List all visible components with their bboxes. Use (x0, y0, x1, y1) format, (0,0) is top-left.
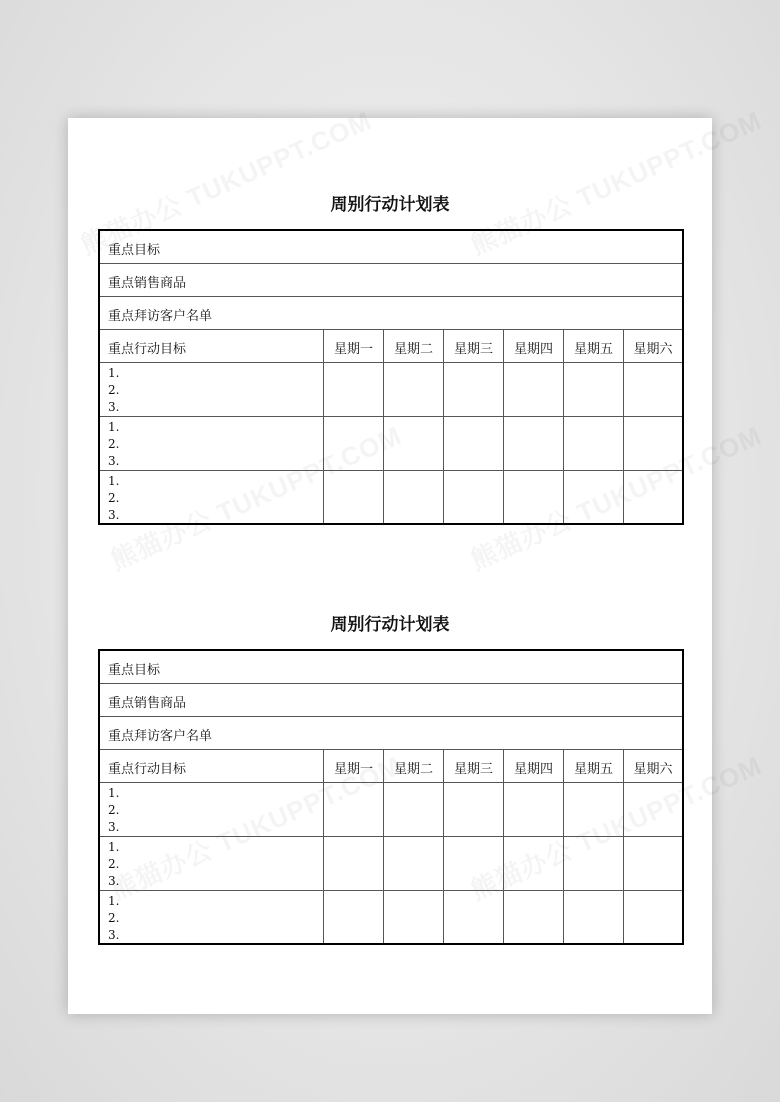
item-number: 1. (108, 420, 120, 434)
day-label: 星期三 (453, 342, 493, 357)
day-cell[interactable] (623, 363, 682, 416)
day-header-cell (383, 330, 443, 362)
day-cell[interactable] (323, 891, 383, 943)
action-items-cell[interactable] (100, 471, 323, 523)
item-number: 2. (108, 491, 120, 505)
item-number: 3. (108, 400, 120, 414)
day-cell[interactable] (323, 783, 383, 836)
item-number: 1. (108, 366, 120, 380)
action-block (100, 471, 682, 523)
header-row (100, 330, 682, 363)
day-cell[interactable] (443, 837, 503, 890)
day-cell[interactable] (443, 783, 503, 836)
item-number: 1. (108, 840, 120, 854)
document-page (68, 118, 712, 1014)
action-items-cell[interactable] (100, 891, 323, 943)
header-label: 重点行动目标 (108, 342, 187, 357)
day-label: 星期五 (573, 342, 613, 357)
day-cell[interactable] (563, 783, 623, 836)
day-header-cell (323, 330, 383, 362)
day-cell[interactable] (623, 417, 682, 470)
day-cell[interactable] (623, 783, 682, 836)
key-clients-row (100, 717, 682, 750)
day-header-cell (563, 330, 623, 362)
day-cell[interactable] (563, 363, 623, 416)
key-goal-row (100, 231, 682, 264)
day-cell[interactable] (443, 471, 503, 523)
day-cell[interactable] (623, 837, 682, 890)
day-label: 星期五 (573, 762, 613, 777)
day-header-cell (503, 330, 563, 362)
day-cell[interactable] (503, 783, 563, 836)
header-label: 重点行动目标 (108, 762, 187, 777)
action-items-cell[interactable] (100, 363, 323, 416)
day-cell[interactable] (563, 891, 623, 943)
day-cell[interactable] (503, 417, 563, 470)
row-label: 重点销售商品 (108, 276, 187, 291)
action-block (100, 891, 682, 943)
action-items-cell[interactable] (100, 837, 323, 890)
key-goal-row (100, 651, 682, 684)
day-label: 星期一 (333, 762, 373, 777)
day-cell[interactable] (503, 837, 563, 890)
item-number: 3. (108, 508, 120, 522)
day-header-cell (503, 750, 563, 782)
day-cell[interactable] (383, 417, 443, 470)
key-products-row (100, 264, 682, 297)
day-cell[interactable] (443, 891, 503, 943)
day-cell[interactable] (503, 363, 563, 416)
day-label: 星期二 (393, 762, 433, 777)
item-number: 1. (108, 474, 120, 488)
row-label: 重点拜访客户名单 (108, 729, 213, 744)
day-cell[interactable] (623, 471, 682, 523)
item-number: 3. (108, 454, 120, 468)
day-cell[interactable] (323, 363, 383, 416)
item-number: 2. (108, 437, 120, 451)
day-label: 星期二 (393, 342, 433, 357)
day-label: 星期四 (513, 762, 553, 777)
item-number: 1. (108, 894, 120, 908)
day-cell[interactable] (563, 837, 623, 890)
day-header-cell (443, 330, 503, 362)
day-cell[interactable] (383, 783, 443, 836)
item-number: 2. (108, 803, 120, 817)
day-header-cell (443, 750, 503, 782)
weekly-plan-table (98, 229, 684, 525)
day-label: 星期六 (633, 762, 673, 777)
sheet-title: 周别行动计划表 (330, 195, 450, 215)
day-label: 星期四 (513, 342, 553, 357)
day-cell[interactable] (383, 891, 443, 943)
item-number: 3. (108, 820, 120, 834)
day-label: 星期三 (453, 762, 493, 777)
action-block (100, 363, 682, 417)
key-clients-row (100, 297, 682, 330)
row-label: 重点拜访客户名单 (108, 309, 213, 324)
header-row (100, 750, 682, 783)
action-items-cell[interactable] (100, 417, 323, 470)
day-header-cell (323, 750, 383, 782)
day-cell[interactable] (563, 417, 623, 470)
weekly-plan-table (98, 649, 684, 945)
day-cell[interactable] (383, 471, 443, 523)
day-label: 星期六 (633, 342, 673, 357)
day-cell[interactable] (323, 471, 383, 523)
day-cell[interactable] (383, 363, 443, 416)
day-cell[interactable] (623, 891, 682, 943)
row-label: 重点目标 (108, 663, 161, 678)
day-cell[interactable] (563, 471, 623, 523)
item-number: 2. (108, 911, 120, 925)
header-label-cell (100, 330, 323, 362)
row-label: 重点销售商品 (108, 696, 187, 711)
day-cell[interactable] (503, 891, 563, 943)
day-cell[interactable] (503, 471, 563, 523)
header-label-cell (100, 750, 323, 782)
key-products-row (100, 684, 682, 717)
sheet-title: 周别行动计划表 (330, 615, 450, 635)
day-label: 星期一 (333, 342, 373, 357)
day-cell[interactable] (323, 837, 383, 890)
action-block (100, 837, 682, 891)
day-header-cell (623, 330, 682, 362)
day-header-cell (563, 750, 623, 782)
day-header-cell (383, 750, 443, 782)
day-cell[interactable] (323, 417, 383, 470)
action-block (100, 783, 682, 837)
day-cell[interactable] (383, 837, 443, 890)
item-number: 2. (108, 383, 120, 397)
item-number: 3. (108, 928, 120, 942)
item-number: 2. (108, 857, 120, 871)
item-number: 1. (108, 786, 120, 800)
action-items-cell[interactable] (100, 783, 323, 836)
action-block (100, 417, 682, 471)
day-cell[interactable] (443, 363, 503, 416)
row-label: 重点目标 (108, 243, 161, 258)
day-header-cell (623, 750, 682, 782)
item-number: 3. (108, 874, 120, 888)
day-cell[interactable] (443, 417, 503, 470)
